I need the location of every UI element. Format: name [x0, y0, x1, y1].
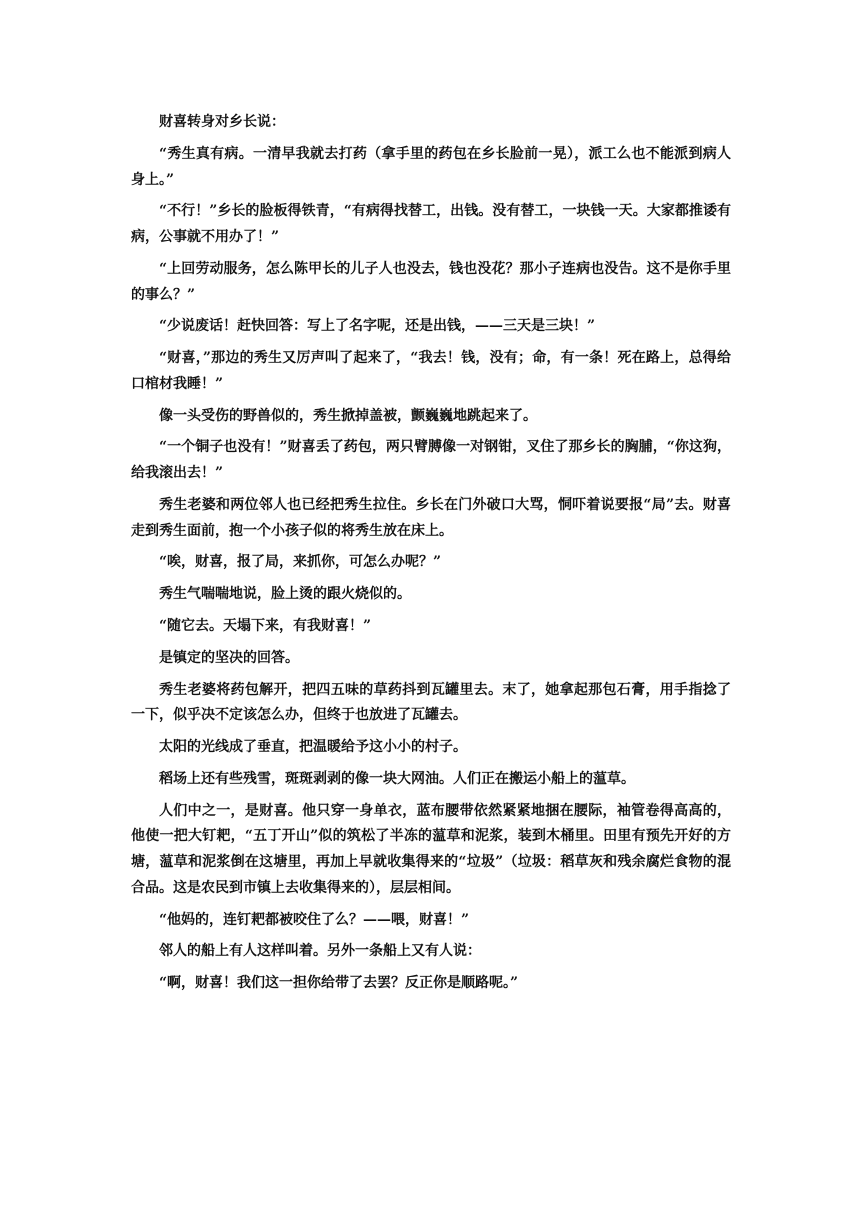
paragraph: “少说废话！赶快回答：写上了名字呢，还是出钱，——三天是三块！” [159, 318, 596, 335]
paragraph: “不行！”乡长的脸板得铁青，“有病得找替工，出钱。没有替工，一块钱一天。大家都推诿有病，公事就不用办了！” [131, 203, 731, 245]
paragraph: 是镇定的坚决的回答。 [159, 649, 299, 666]
document-body [131, 110, 731, 1003]
paragraph: 秀生气喘喘地说，脸上烫的跟火烧似的。 [159, 586, 411, 603]
paragraph: 财喜转身对乡长说： [159, 114, 285, 130]
paragraph: “秀生真有病。一清早我就去打药（拿手里的药包在乡长脸前一晃），派工么也不能派到病人身上。” [131, 145, 731, 188]
paragraph: 太阳的光线成了垂直，把温暖给予这小小的村子。 [159, 739, 467, 756]
paragraph: 秀生老婆将药包解开，把四五味的草药抖到瓦罐里去。末了，她拿起那包石膏，用手指捻了一下，似乎决不定该怎么办，但终于也放进了瓦罐去。 [131, 681, 731, 724]
paragraph: 秀生老婆和两位邻人也已经把秀生拉住。乡长在门外破口大骂，恫吓着说要报“局”去。财喜走到秀生面前，抱一个小孩子似的将秀生放在床上。 [131, 496, 731, 539]
paragraph: “一个铜子也没有！”财喜丢了药包，两只臂膊像一对钢钳，叉住了那乡长的胸脯，“你这狗，给我滚出去！” [131, 439, 731, 482]
paragraph: “他妈的，连钉耙都被咬住了么？——喂，财喜！” [159, 911, 470, 928]
paragraph: 像一头受伤的野兽似的，秀生掀掉盖被，颤巍巍地跳起来了。 [159, 407, 537, 424]
paragraph: “上回劳动服务，怎么陈甲长的儿子人也没去，钱也没花？那小子连病也没告。这不是你手里的事么？” [131, 260, 731, 303]
paragraph: “唉，财喜，报了局，来抓你，可怎么办呢？” [159, 554, 442, 571]
paragraph: 人们中之一，是财喜。他只穿一身单衣，蓝布腰带依然紧紧地捆在腰际，袖管卷得高高的，他使一把大钉耙，“五丁开山”似的筑松了半冻的蕰草和泥浆，装到木桶里。田里有预先开好的方塘，蕰草和泥浆倒在这塘里，再加上早就收集得来的“垃圾”（垃圾：稻草灰和残余腐烂食物的混合品。这是农民到市镇上去收集得来的），层层相间。 [131, 802, 731, 896]
paragraph: “财喜，”那边的秀生又厉声叫了起来了，“我去！钱，没有；命，有一条！死在路上，总得给口棺材我睡！” [131, 350, 731, 392]
paragraph: “随它去。天塌下来，有我财喜！” [159, 617, 372, 634]
paragraph: 邻人的船上有人这样叫着。另外一条船上又有人说： [159, 943, 481, 960]
paragraph: 稻场上还有些残雪，斑斑剥剥的像一块大网油。人们正在搬运小船上的蕰草。 [159, 770, 635, 787]
paragraph: “啊，财喜！我们这一担你给带了去罢？反正你是顺路呢。” [159, 975, 519, 992]
